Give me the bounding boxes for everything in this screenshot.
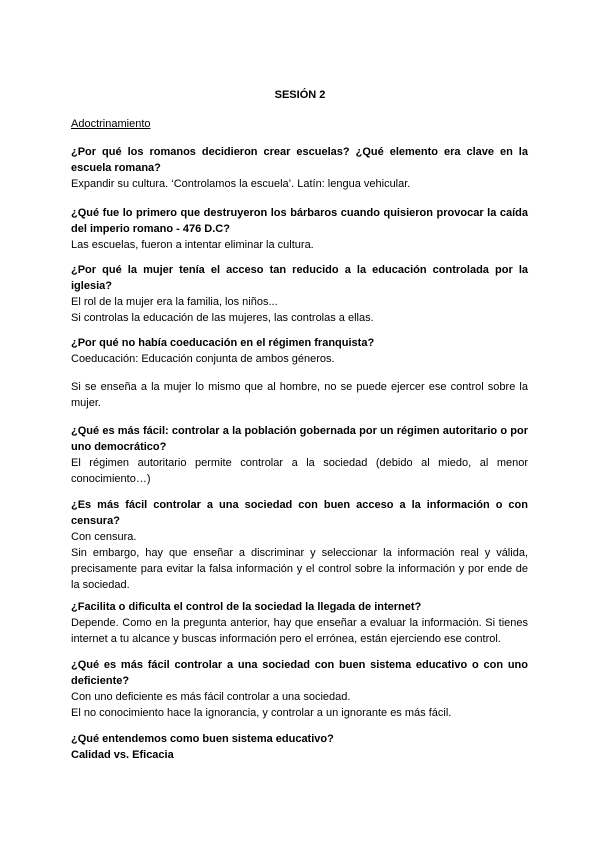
- answer: El régimen autoritario permite controlar a la sociedad (debido al miedo, al menor conocimiento…): [71, 457, 528, 485]
- question: ¿Qué fue lo primero que destruyeron los bárbaros cuando quisieron provocar la caída del imperio romano - 476 D.C?: [71, 207, 528, 235]
- answer: Si se enseña a la mujer lo mismo que al hombre, no se puede ejercer ese control sobre la mujer.: [71, 381, 528, 409]
- answer: Las escuelas, fueron a intentar eliminar la cultura.: [71, 239, 314, 251]
- answer: Expandir su cultura. ‘Controlamos la escuela’. Latín: lengua vehicular.: [71, 178, 411, 190]
- answer: Depende. Como en la pregunta anterior, hay que enseñar a evaluar la información. Si tienes internet a tu alcance y buscas información pero el errónea, están ejerciendo ese control.: [71, 617, 528, 645]
- answer: Coeducación: Educación conjunta de ambos géneros.: [71, 353, 335, 365]
- qa-block-8: [71, 657, 528, 721]
- section-heading: Adoctrinamiento: [71, 118, 151, 130]
- answer: Si controlas la educación de las mujeres, las controlas a ellas.: [71, 312, 374, 324]
- question: ¿Por qué los romanos decidieron crear escuelas? ¿Qué elemento era clave en la escuela romana?: [71, 146, 528, 174]
- answer: Sin embargo, hay que enseñar a discriminar y seleccionar la información real y válida, precisamente para evitar la falsa información y el control sobre la información y por ende de la sociedad.: [71, 547, 528, 591]
- answer: Con uno deficiente es más fácil controlar a una sociedad.: [71, 691, 351, 703]
- page-title: SESIÓN 2: [274, 89, 326, 101]
- question: ¿Qué es más fácil controlar a una sociedad con buen sistema educativo o con uno deficiente?: [71, 659, 528, 687]
- qa-block-5: [71, 423, 528, 487]
- qa-block-9: [71, 731, 528, 763]
- answer: El no conocimiento hace la ignorancia, y controlar a un ignorante es más fácil.: [71, 707, 452, 719]
- question: ¿Qué entendemos como buen sistema educativo?: [71, 733, 334, 745]
- qa-block-2: [71, 205, 528, 253]
- qa-block-4: [71, 335, 528, 411]
- question: ¿Qué es más fácil: controlar a la población gobernada por un régimen autoritario o por uno democrático?: [71, 425, 528, 453]
- qa-block-3: [71, 262, 528, 326]
- answer: Con censura.: [71, 531, 137, 543]
- question: ¿Facilita o dificulta el control de la sociedad la llegada de internet?: [71, 601, 422, 613]
- qa-block-7: [71, 599, 528, 647]
- qa-block-6: [71, 497, 528, 593]
- question: ¿Por qué la mujer tenía el acceso tan reducido a la educación controlada por la iglesia?: [71, 264, 528, 292]
- qa-block-1: [71, 144, 528, 192]
- answer: El rol de la mujer era la familia, los niños...: [71, 296, 278, 308]
- question: ¿Por qué no había coeducación en el régimen franquista?: [71, 337, 375, 349]
- question: ¿Es más fácil controlar a una sociedad con buen acceso a la información o con censura?: [71, 499, 528, 527]
- bold-answer: Calidad vs. Eficacia: [71, 749, 174, 761]
